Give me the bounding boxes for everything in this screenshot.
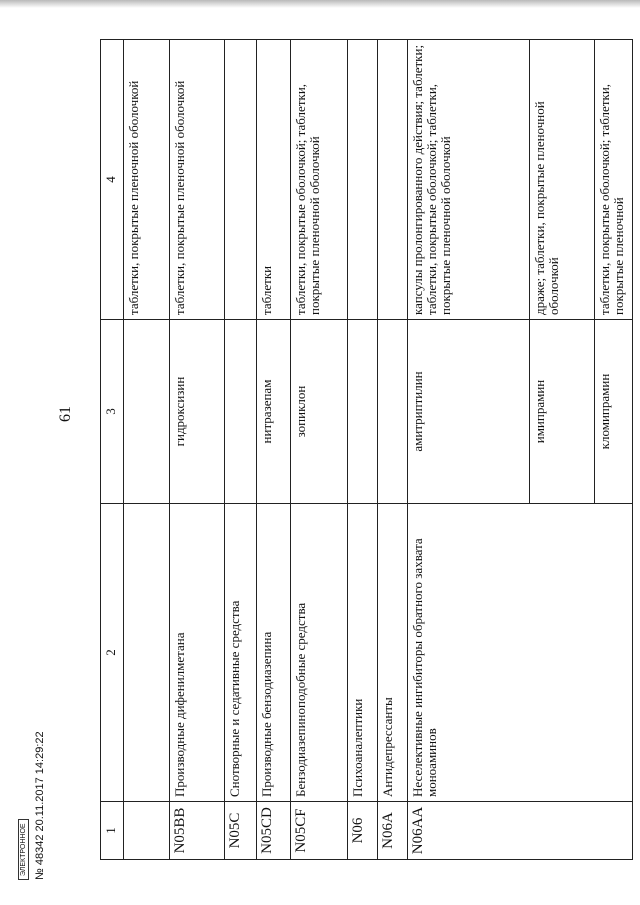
row-group <box>124 504 170 802</box>
stamp-box: ЭЛЕКТРОННОЕ <box>18 819 29 880</box>
row-drug: амитриптилин <box>408 320 530 504</box>
table-header-row <box>101 40 124 860</box>
drug-table <box>100 39 633 860</box>
registry-stamp <box>12 731 172 880</box>
row-code: N05C <box>225 802 257 860</box>
row-group: Неселективные ингибиторы обратного захвата моноаминов <box>408 504 633 802</box>
page-number: 61 <box>57 406 74 422</box>
row-code: N05BB <box>170 802 225 860</box>
row-group: Антидепрессанты <box>378 504 408 802</box>
row-code: N06 <box>348 802 378 860</box>
row-form: таблетки, покрытые оболочкой; таблетки, покрытые пленочной <box>595 40 633 320</box>
row-group: Психоаналептики <box>348 504 378 802</box>
row-drug <box>124 320 170 504</box>
header-col4: 4 <box>101 40 124 320</box>
row-group: Снотворные и седативные средства <box>225 504 257 802</box>
stamp-registry-text: № 48342 20.11.2017 14:29:22 <box>34 731 46 880</box>
row-code: N06A <box>378 802 408 860</box>
row-form: капсулы пролонгированного действия; таблетки; таблетки, покрытые оболочкой; таблетки, покрытые пленочной оболочкой <box>408 40 530 320</box>
row-form: драже; таблетки, покрытые пленочной оболочкой <box>530 40 595 320</box>
table-row <box>124 40 170 860</box>
row-group: Производные дифенилметана <box>170 504 225 802</box>
table-row <box>225 40 257 860</box>
row-drug <box>225 320 257 504</box>
header-col2: 2 <box>101 504 124 802</box>
row-drug: имипрамин <box>530 320 595 504</box>
row-form: таблетки, покрытые пленочной оболочкой <box>170 40 225 320</box>
row-drug: гидроксизин <box>170 320 225 504</box>
table-row <box>408 40 530 860</box>
row-form: таблетки, покрытые оболочкой; таблетки, покрытые пленочной оболочкой <box>291 40 348 320</box>
row-form <box>225 40 257 320</box>
row-drug <box>348 320 378 504</box>
row-drug: зопиклон <box>291 320 348 504</box>
scan-edge <box>0 0 640 8</box>
row-group: Производные бензодиазепина <box>257 504 291 802</box>
table-row <box>348 40 378 860</box>
row-drug <box>378 320 408 504</box>
row-drug: кломипрамин <box>595 320 633 504</box>
row-form <box>378 40 408 320</box>
row-form: таблетки <box>257 40 291 320</box>
table-row <box>378 40 408 860</box>
header-col1: 1 <box>101 802 124 860</box>
row-group: Бензодиазепиноподобные средства <box>291 504 348 802</box>
row-form <box>348 40 378 320</box>
row-form: таблетки, покрытые пленочной оболочкой <box>124 40 170 320</box>
table-row <box>291 40 348 860</box>
row-drug: нитразепам <box>257 320 291 504</box>
row-code: N05CD <box>257 802 291 860</box>
table-row <box>170 40 225 860</box>
row-code: N06AA <box>408 802 633 860</box>
row-code: N05CF <box>291 802 348 860</box>
table-row <box>257 40 291 860</box>
header-col3: 3 <box>101 320 124 504</box>
rotated-table-container <box>100 40 626 860</box>
